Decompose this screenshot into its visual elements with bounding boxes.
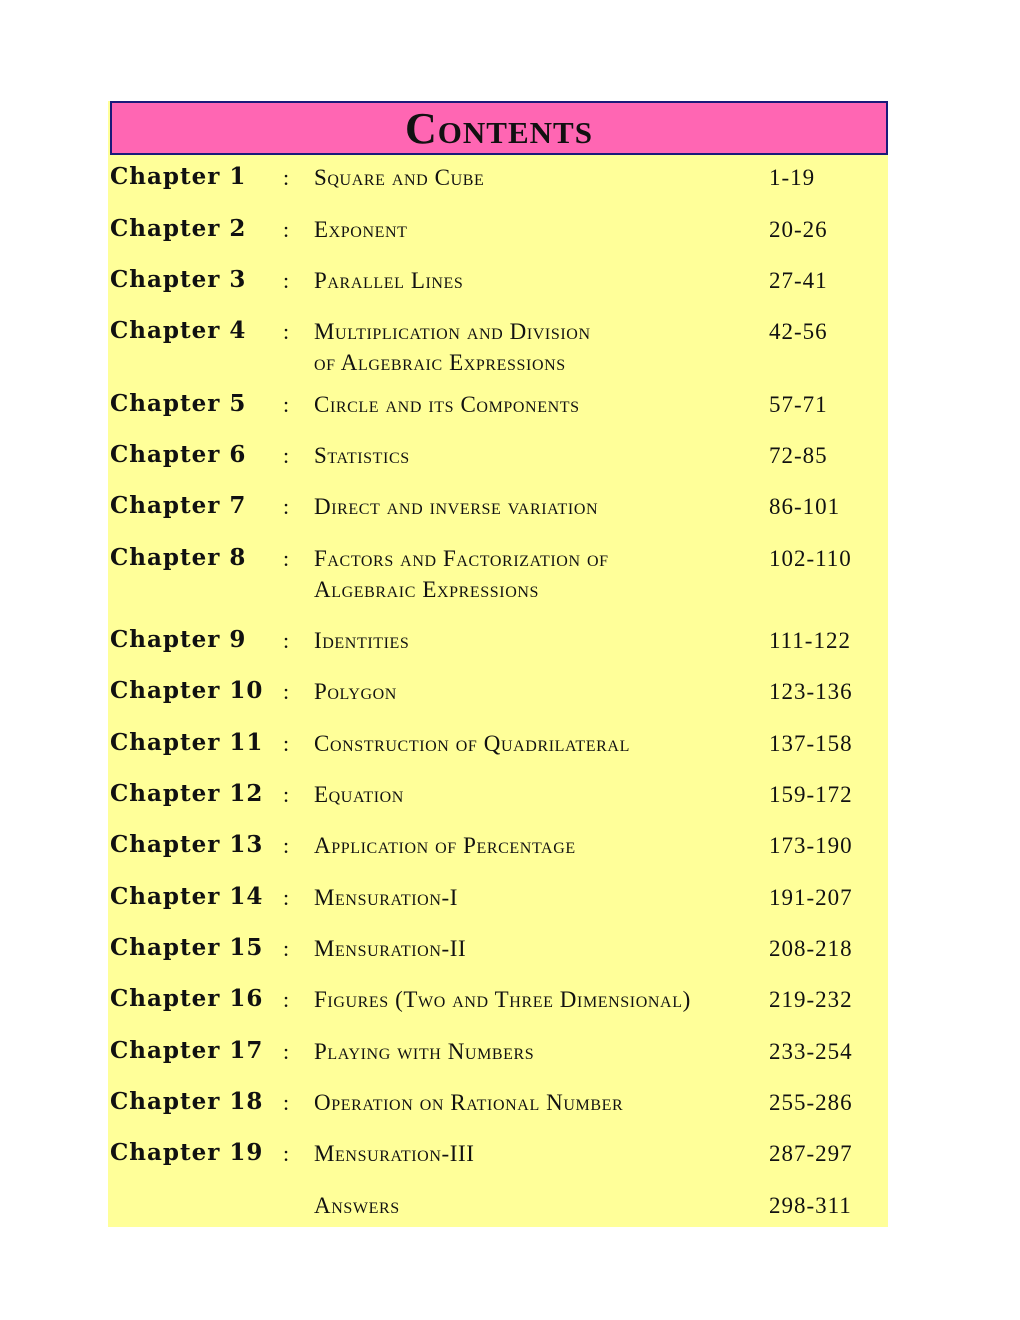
chapter-title: Circle and its Components <box>314 392 580 417</box>
chapter-title: Playing with Numbers <box>314 1039 535 1064</box>
chapter-title: Construction of Quadrilateral <box>314 731 630 756</box>
chapter-label: Chapter 19 <box>110 1139 264 1166</box>
page-range: 137-158 <box>769 731 853 756</box>
chapter-title: Multiplication and Division <box>314 319 591 344</box>
chapter-title: Square and Cube <box>314 165 485 190</box>
page-range: 123-136 <box>769 679 853 704</box>
separator: : <box>283 443 290 468</box>
chapter-title: Operation on Rational Number <box>314 1090 624 1115</box>
separator: : <box>283 392 290 417</box>
page-range: 159-172 <box>769 782 853 807</box>
page-range: 287-297 <box>769 1141 853 1166</box>
page-range: 86-101 <box>769 494 841 519</box>
chapter-title: Application of Percentage <box>314 833 576 858</box>
separator: : <box>283 494 290 519</box>
separator: : <box>283 319 290 344</box>
chapter-label: Chapter 11 <box>110 729 264 756</box>
page-range: 298-311 <box>769 1193 852 1218</box>
chapter-title: Equation <box>314 782 404 807</box>
chapter-title: Polygon <box>314 679 397 704</box>
page-title: Contents <box>405 104 593 153</box>
chapter-label: Chapter 14 <box>110 883 264 910</box>
page-range: 20-26 <box>769 217 828 242</box>
chapter-label: Chapter 7 <box>110 492 247 519</box>
separator: : <box>283 1039 290 1064</box>
separator: : <box>283 217 290 242</box>
page-range: 42-56 <box>769 319 828 344</box>
chapter-label: Chapter 17 <box>110 1037 264 1064</box>
page-range: 255-286 <box>769 1090 853 1115</box>
chapter-title: Direct and inverse variation <box>314 494 599 519</box>
separator: : <box>283 268 290 293</box>
page-range: 72-85 <box>769 443 828 468</box>
chapter-title-line2: of Algebraic Expressions <box>314 350 566 375</box>
page-range: 173-190 <box>769 833 853 858</box>
page-range: 102-110 <box>769 546 852 571</box>
chapter-title-line2: Algebraic Expressions <box>314 577 540 602</box>
page-range: 111-122 <box>769 628 851 653</box>
separator: : <box>283 546 290 571</box>
page-range: 191-207 <box>769 885 853 910</box>
separator: : <box>283 936 290 961</box>
chapter-label: Chapter 6 <box>110 441 247 468</box>
separator: : <box>283 628 290 653</box>
chapter-label: Chapter 3 <box>110 266 247 293</box>
chapter-label: Chapter 18 <box>110 1088 264 1115</box>
chapter-title: Figures (Two and Three Dimensional) <box>314 987 691 1012</box>
page-range: 27-41 <box>769 268 828 293</box>
chapter-label: Chapter 12 <box>110 780 264 807</box>
chapter-label: Chapter 1 <box>110 163 247 190</box>
chapter-label: Chapter 15 <box>110 934 264 961</box>
chapter-title: Mensuration-II <box>314 936 467 961</box>
chapter-label: Chapter 16 <box>110 985 264 1012</box>
separator: : <box>283 987 290 1012</box>
separator: : <box>283 679 290 704</box>
chapter-title: Identities <box>314 628 410 653</box>
chapter-title: Factors and Factorization of <box>314 546 609 571</box>
separator: : <box>283 782 290 807</box>
contents-header <box>110 101 888 155</box>
chapter-label: Chapter 8 <box>110 544 247 571</box>
chapter-title: Answers <box>314 1193 400 1218</box>
chapter-label: Chapter 9 <box>110 626 247 653</box>
page-range: 1-19 <box>769 165 816 190</box>
separator: : <box>283 833 290 858</box>
chapter-title: Mensuration-III <box>314 1141 475 1166</box>
page-range: 219-232 <box>769 987 853 1012</box>
chapter-label: Chapter 2 <box>110 215 247 242</box>
page-range: 233-254 <box>769 1039 853 1064</box>
chapter-label: Chapter 10 <box>110 677 264 704</box>
separator: : <box>283 731 290 756</box>
chapter-label: Chapter 4 <box>110 317 247 344</box>
separator: : <box>283 165 290 190</box>
page-range: 208-218 <box>769 936 853 961</box>
chapter-title: Exponent <box>314 217 408 242</box>
chapter-label: Chapter 5 <box>110 390 247 417</box>
page-range: 57-71 <box>769 392 828 417</box>
chapter-label: Chapter 13 <box>110 831 264 858</box>
separator: : <box>283 1141 290 1166</box>
separator: : <box>283 1090 290 1115</box>
table-of-contents <box>108 101 888 1227</box>
chapter-title: Parallel Lines <box>314 268 464 293</box>
separator: : <box>283 885 290 910</box>
chapter-title: Statistics <box>314 443 410 468</box>
chapter-title: Mensuration-I <box>314 885 459 910</box>
